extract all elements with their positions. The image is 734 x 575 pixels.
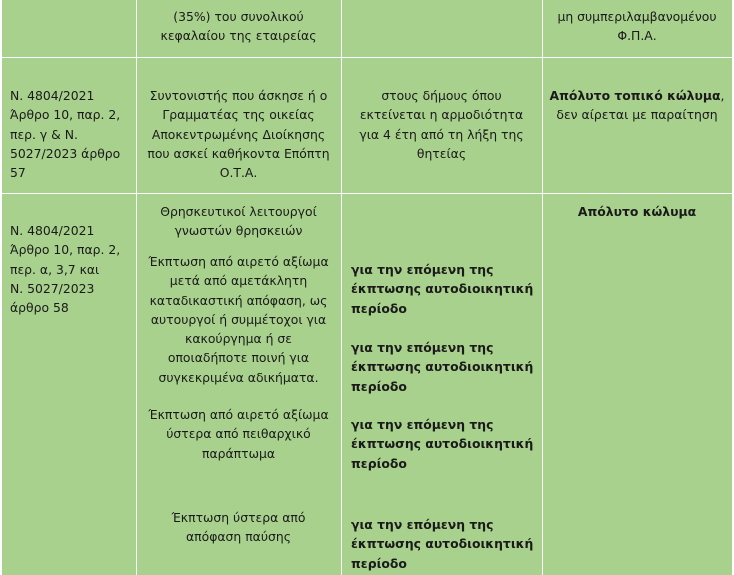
row1-law-reference: Ν. 4804/2021 Άρθρο 10, παρ. 2, περ. γ & Ν. 5027/2023 άρθρο 57 bbox=[10, 88, 121, 181]
row-divider bbox=[2, 193, 732, 194]
row1-duration: στους δήμους όπου εκτείνεται η αρμοδιότητα για 4 έτη από τη λήξη της θητείας bbox=[359, 88, 524, 161]
row2-item-duration: για την επόμενη της έκπτωσης αυτοδιοικητική περίοδο bbox=[351, 517, 534, 571]
impediments-table bbox=[2, 0, 732, 575]
row1-description: Συντονιστής που άσκησε ή ο Γραμματέας της οικείας Αποκεντρωμένης Διοίκησης που ασκεί καθήκοντα Επόπτη Ο.Τ.Α. bbox=[147, 88, 330, 181]
row2-item-description: Έκπτωση από αιρετό αξίωμα μετά από αμετάκλητη καταδικαστική απόφαση, ως αυτουργοί ή συμμέτοχοι για κακούργημα ή σε οποιαδήποτε ποινή για συγκεκριμένα αδικήματα. bbox=[148, 254, 329, 385]
row2-law-reference: Ν. 4804/2021 Άρθρο 10, παρ. 2, περ. α, 3,7 και Ν. 5027/2023 άρθρο 58 bbox=[10, 223, 121, 316]
row0-description: (35%) του συνολικού κεφαλαίου της εταιρείας bbox=[160, 9, 317, 44]
row1-impediment: Απόλυτο τοπικό κώλυμα, δεν αίρεται με παραίτηση bbox=[549, 88, 725, 123]
impediment-type: Απόλυτο τοπικό κώλυμα bbox=[549, 88, 721, 103]
row2-item-description: Έκπτωση ύστερα από απόφαση παύσης bbox=[171, 510, 306, 545]
row2-impediment: Απόλυτο κώλυμα bbox=[577, 204, 697, 219]
row-divider bbox=[2, 57, 732, 58]
row2-item-duration: για την επόμενη της έκπτωσης αυτοδιοικητική περίοδο bbox=[351, 417, 534, 471]
row2-item-description: Θρησκευτικοί λειτουργοί γνωστών θρησκειών bbox=[160, 204, 317, 239]
row2-item-duration: για την επόμενη της έκπτωσης αυτοδιοικητική περίοδο bbox=[351, 262, 534, 316]
row2-item-duration: για την επόμενη της έκπτωσης αυτοδιοικητική περίοδο bbox=[351, 340, 534, 394]
row2-item-description: Έκπτωση από αιρετό αξίωμα ύστερα από πειθαρχικό παράπτωμα bbox=[148, 407, 329, 461]
row0-impediment: μη συμπεριλαμβανομένου Φ.Π.Α. bbox=[557, 9, 717, 44]
